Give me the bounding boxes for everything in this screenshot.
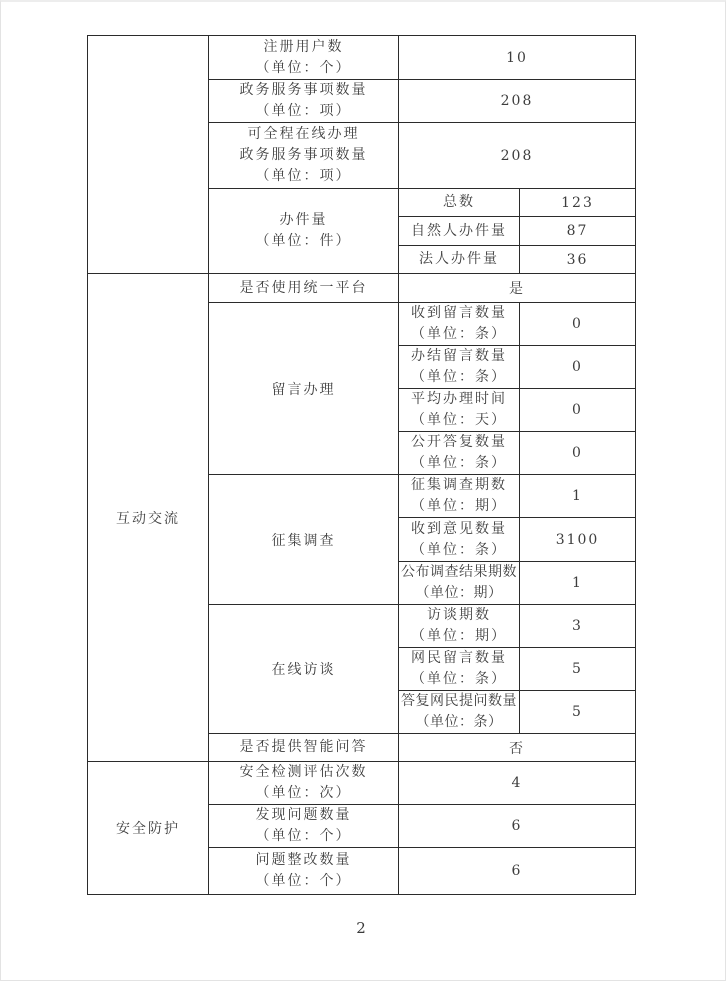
- cell-messages-received-value: 0: [520, 303, 636, 346]
- row-label: 是否使用统一平台: [239, 279, 368, 296]
- page-number: 2: [356, 919, 366, 937]
- sub-label: 征集调查期数: [411, 477, 507, 493]
- cell-survey-periods: [399, 475, 520, 518]
- sub-label: 法人办件量: [419, 251, 499, 267]
- row-unit: （单位：个）: [255, 59, 352, 76]
- cell-problems-found: [209, 805, 399, 848]
- row-unit: （单位：个）: [255, 828, 352, 844]
- cell-unified-platform: [209, 274, 399, 303]
- row-unit: （单位：件）: [255, 233, 352, 249]
- sub-unit: （单位：条）: [411, 326, 507, 342]
- cell-public-replies-value: 0: [520, 432, 636, 475]
- sub-label: 收到留言数量: [411, 305, 507, 321]
- cell-interview-periods-value: 3: [520, 605, 636, 648]
- row-label-line1: 可全程在线办理: [247, 126, 360, 142]
- sub-label: 自然人办件量: [411, 222, 507, 239]
- cell-service-items: [209, 80, 399, 123]
- sub-unit: （单位：条）: [411, 671, 507, 687]
- sub-unit: （单位：条）: [411, 541, 507, 558]
- cell-registered-users-value: 10: [399, 36, 636, 80]
- row-label: 问题整改数量: [255, 852, 352, 868]
- sub-unit: （单位：条）: [415, 714, 503, 730]
- row-label-line2: 政务服务事项数量: [239, 147, 368, 163]
- cell-interview-replies: [399, 691, 520, 734]
- sub-label: 公布调查结果期数: [401, 564, 517, 580]
- row-unit: （单位：项）: [255, 168, 352, 184]
- cell-avg-handling-time-value: 0: [520, 389, 636, 432]
- cell-full-online-items: [209, 123, 399, 189]
- sub-label: 网民留言数量: [411, 650, 507, 666]
- cell-case-volume: [209, 189, 399, 274]
- sub-unit: （单位：期）: [411, 498, 507, 514]
- sub-unit: （单位：条）: [411, 455, 507, 471]
- cell-problems-fixed-value: 6: [399, 848, 636, 895]
- empty-section-cell: [88, 36, 209, 274]
- cell-survey-opinions-value: 3100: [520, 518, 636, 562]
- sub-label: 收到意见数量: [411, 520, 507, 537]
- cell-survey-periods-value: 1: [520, 475, 636, 518]
- cell-survey-results: [399, 562, 520, 605]
- cell-messages-received: [399, 303, 520, 346]
- sub-unit: （单位：条）: [411, 369, 507, 385]
- cell-interview-replies-value: 5: [520, 691, 636, 734]
- cell-avg-handling-time: [399, 389, 520, 432]
- row-unit: （单位：次）: [255, 785, 352, 801]
- cell-service-items-value: 208: [399, 80, 636, 123]
- row-label: 安全检测评估次数: [239, 764, 368, 780]
- cell-smart-qa-value: 否: [399, 734, 636, 762]
- cell-unified-platform-value: 是: [399, 274, 636, 303]
- sub-label: 总数: [443, 194, 475, 210]
- row-label: 注册用户数: [263, 38, 344, 55]
- cell-case-total: [399, 189, 520, 217]
- cell-interview-messages-value: 5: [520, 648, 636, 691]
- section-interaction-label: 互动交流: [88, 274, 209, 762]
- sub-label: 答复网民提问数量: [401, 693, 517, 709]
- cell-messages-completed-value: 0: [520, 346, 636, 389]
- cell-case-natural-person-value: 87: [520, 217, 636, 246]
- row-label: 发现问题数量: [255, 807, 352, 823]
- row-label: 办件量: [279, 212, 328, 228]
- cell-interview-periods: [399, 605, 520, 648]
- cell-problems-fixed: [209, 848, 399, 895]
- cell-interview-messages: [399, 648, 520, 691]
- cell-case-total-value: 123: [520, 189, 636, 217]
- section-security-label: 安全防护: [88, 762, 209, 895]
- row-unit: （单位：个）: [255, 873, 352, 889]
- row-unit: （单位：项）: [255, 103, 352, 119]
- cell-security-assessments: [209, 762, 399, 805]
- sub-label: 办结留言数量: [411, 348, 507, 364]
- cell-case-legal-person-value: 36: [520, 246, 636, 274]
- sub-unit: （单位：天）: [411, 412, 507, 428]
- cell-full-online-items-value: 208: [399, 123, 636, 189]
- cell-smart-qa: [209, 734, 399, 762]
- sub-label: 公开答复数量: [411, 434, 507, 450]
- cell-security-assessments-value: 4: [399, 762, 636, 805]
- cell-case-natural-person: [399, 217, 520, 246]
- cell-registered-users: [209, 36, 399, 80]
- cell-message-handling: 留言办理: [209, 303, 399, 475]
- sub-label: 平均办理时间: [411, 391, 507, 407]
- report-table: [87, 35, 636, 895]
- cell-public-replies: [399, 432, 520, 475]
- cell-interview: 在线访谈: [209, 605, 399, 734]
- sub-unit: （单位：期）: [411, 628, 507, 644]
- row-label: 是否提供智能问答: [239, 739, 368, 755]
- cell-case-legal-person: [399, 246, 520, 274]
- cell-survey: 征集调查: [209, 475, 399, 605]
- sub-unit: （单位：期）: [415, 585, 503, 601]
- cell-messages-completed: [399, 346, 520, 389]
- row-label: 政务服务事项数量: [239, 82, 368, 98]
- sub-label: 访谈期数: [427, 607, 491, 623]
- cell-survey-opinions: [399, 518, 520, 562]
- cell-problems-found-value: 6: [399, 805, 636, 848]
- cell-survey-results-value: 1: [520, 562, 636, 605]
